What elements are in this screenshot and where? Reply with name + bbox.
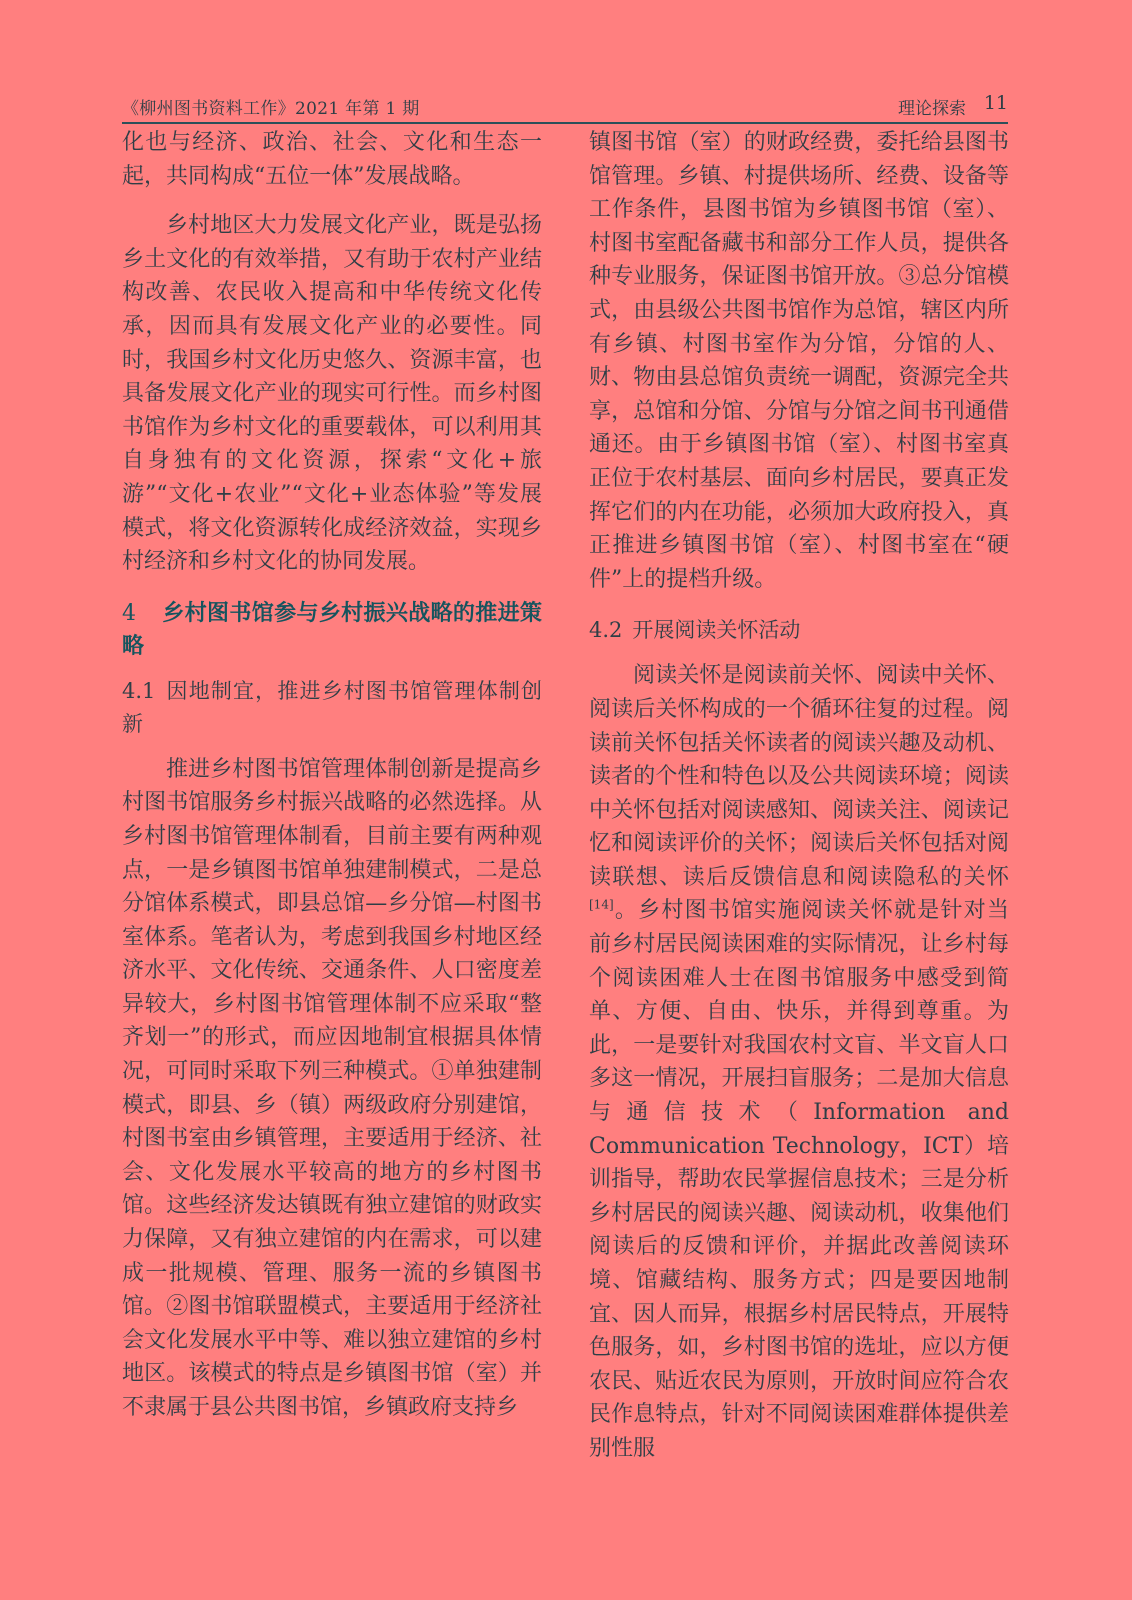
right-column	[589, 126, 1009, 1466]
section-heading-4	[122, 597, 542, 663]
subsection-number: 4.1	[122, 678, 156, 703]
journal-title: 《柳州图书资料工作》2021 年第 1 期	[122, 99, 420, 119]
section-number: 4	[122, 600, 136, 626]
paragraph: 推进乡村图书馆管理体制创新是提高乡村图书馆服务乡村振兴战略的必然选择。从乡村图书馆管理体制看，目前主要有两种观点，一是乡镇图书馆单独建制模式，二是总分馆体系模式，即县总馆—乡分馆—村图书室体系。笔者认为，考虑到我国乡村地区经济水平、文化传统、交通条件、人口密度差异较大，乡村图书馆管理体制不应采取“整齐划一”的形式，而应因地制宜根据具体情况，可同时采取下列三种模式。①单独建制模式，即县、乡（镇）两级政府分别建馆，村图书室由乡镇管理，主要适用于经济、社会、文化发展水平较高的地方的乡村图书馆。这些经济发达镇既有独立建馆的财政实力保障，又有独立建馆的内在需求，可以建成一批规模、管理、服务一流的乡镇图书馆。②图书馆联盟模式，主要适用于经济社会文化发展水平中等、难以独立建馆的乡村地区。该模式的特点是乡镇图书馆（室）并不隶属于县公共图书馆，乡镇政府支持乡	[122, 756, 542, 1420]
paragraph: 镇图书馆（室）的财政经费，委托给县图书馆管理。乡镇、村提供场所、经费、设备等工作条件，县图书馆为乡镇图书馆（室）、村图书室配备藏书和部分工作人员，提供各种专业服务，保证图书馆开放。③总分馆模式，由县级公共图书馆作为总馆，辖区内所有乡镇、村图书室作为分馆，分馆的人、财、物由县总馆负责统一调配，资源完全共享，总馆和分馆、分馆与分馆之间书刊通借通还。由于乡镇图书馆（室）、村图书室真正位于农村基层、面向乡村居民，要真正发挥它们的内在功能，必须加大政府投入，真正推进乡镇图书馆（室）、村图书室在“硬件”上的提档升级。	[589, 130, 1009, 592]
paragraph: 化也与经济、政治、社会、文化和生态一起，共同构成“五位一体”发展战略。	[122, 130, 542, 189]
subsection-heading-4-1	[122, 675, 542, 741]
page-number: 11	[983, 92, 1008, 114]
subsection-title: 开展阅读关怀活动	[632, 618, 801, 643]
section-title: 乡村图书馆参与乡村振兴战略的推进策略	[122, 599, 542, 659]
subsection-heading-4-2	[589, 614, 1009, 647]
paragraph-text: 。乡村图书馆实施阅读关怀就是针对当前乡村居民阅读困难的实际情况，让乡村每个阅读困难人士在图书馆服务中感受到简单、方便、自由、快乐，并得到尊重。为此，一是要针对我国农村文盲、半文盲人口多这一情况，开展扫盲服务；二是加大信息与通信技术（Information and Communication Technology，ICT）培训指导，帮助农民掌握信息技术；三是分析乡村居民的阅读兴趣、阅读动机，收集他们阅读后的反馈和评价，并据此改善阅读环境、馆藏结构、服务方式；四是要因地制宜、因人而异，根据乡村居民特点，开展特色服务，如，乡村图书馆的选址，应以方便农民、贴近农民为原则，开放时间应符合农民作息特点，针对不同阅读困难群体提供差别性服	[589, 898, 1009, 1461]
subsection-title: 因地制宜，推进乡村图书馆管理体制创新	[122, 678, 542, 736]
paragraph-text: 阅读关怀是阅读前关怀、阅读中关怀、阅读后关怀构成的一个循环往复的过程。阅读前关怀包括关怀读者的阅读兴趣及动机、读者的个性和特色以及公共阅读环境；阅读中关怀包括对阅读感知、阅读关注、阅读记忆和阅读评价的关怀；阅读后关怀包括对阅读联想、读后反馈信息和阅读隐私的关怀	[589, 663, 1009, 890]
left-column	[122, 126, 542, 1425]
paragraph	[589, 659, 1009, 1465]
citation-marker: [14]	[589, 898, 614, 913]
section-label: 理论探索	[898, 99, 966, 119]
running-header	[122, 92, 1008, 124]
subsection-number: 4.2	[589, 618, 623, 643]
paragraph: 乡村地区大力发展文化产业，既是弘扬乡土文化的有效举措，又有助于农村产业结构改善、农民收入提高和中华传统文化传承，因而具有发展文化产业的必要性。同时，我国乡村文化历史悠久、资源丰富，也具备发展文化产业的现实可行性。而乡村图书馆作为乡村文化的重要载体，可以利用其自身独有的文化资源，探索“文化+旅游”“文化+农业”“文化+业态体验”等发展模式，将文化资源转化成经济效益，实现乡村经济和乡村文化的协同发展。	[122, 213, 542, 575]
